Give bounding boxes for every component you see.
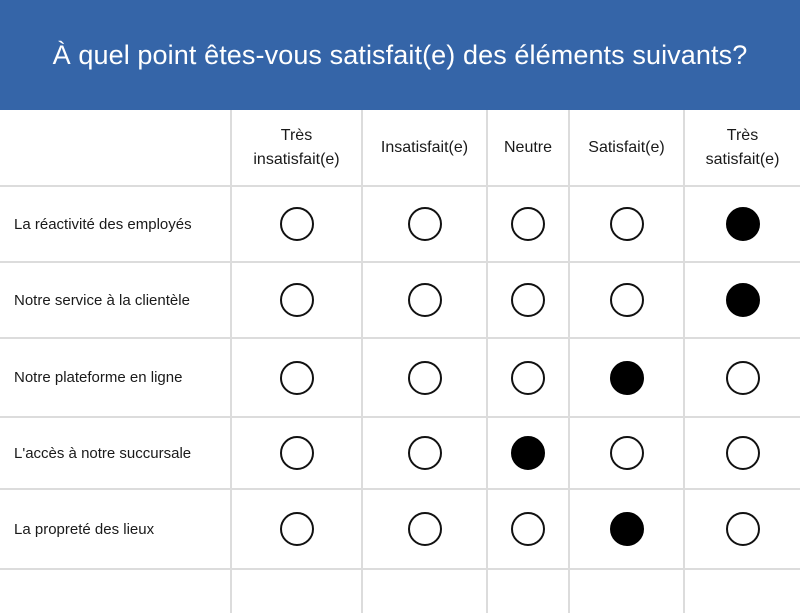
radio-button[interactable] [280,361,314,395]
radio-button[interactable] [511,283,545,317]
survey-header [0,0,800,110]
row-label-header [0,110,231,186]
radio-button-selected[interactable] [610,512,644,546]
column-header-tres-satisfait: Très satisfait(e) [684,110,800,186]
radio-button[interactable] [408,361,442,395]
column-header-neutre: Neutre [487,110,569,186]
row-label: Notre service à la clientèle [0,262,231,338]
column-header-insatisfait: Insatisfait(e) [362,110,487,186]
question-row-reactivite [0,186,800,262]
radio-button[interactable] [726,361,760,395]
column-header-tres-insatisfait: Très insatisfait(e) [231,110,362,186]
radio-button-selected[interactable] [610,361,644,395]
header-row [0,110,800,186]
question-row-plateforme [0,338,800,417]
question-title: À quel point êtes-vous satisfait(e) des éléments suivants? [52,39,748,70]
radio-button-selected[interactable] [726,207,760,241]
row-label: La réactivité des employés [0,186,231,262]
radio-button[interactable] [280,512,314,546]
radio-button[interactable] [511,361,545,395]
radio-button[interactable] [408,207,442,241]
radio-button[interactable] [511,512,545,546]
radio-button[interactable] [726,436,760,470]
radio-button[interactable] [726,512,760,546]
radio-button[interactable] [280,436,314,470]
radio-button[interactable] [280,283,314,317]
radio-button[interactable] [610,436,644,470]
radio-button[interactable] [280,207,314,241]
empty-row [0,569,800,613]
radio-button[interactable] [511,207,545,241]
radio-button[interactable] [408,436,442,470]
row-label: Notre plateforme en ligne [0,338,231,417]
row-label: L'accès à notre succursale [0,417,231,489]
question-row-proprete [0,489,800,569]
matrix-question-table [0,110,800,613]
radio-button[interactable] [408,283,442,317]
radio-button[interactable] [610,207,644,241]
question-row-succursale [0,417,800,489]
radio-button-selected[interactable] [726,283,760,317]
question-row-service-clientele [0,262,800,338]
column-header-satisfait: Satisfait(e) [569,110,684,186]
radio-button[interactable] [610,283,644,317]
row-label: La propreté des lieux [0,489,231,569]
radio-button[interactable] [408,512,442,546]
radio-button-selected[interactable] [511,436,545,470]
